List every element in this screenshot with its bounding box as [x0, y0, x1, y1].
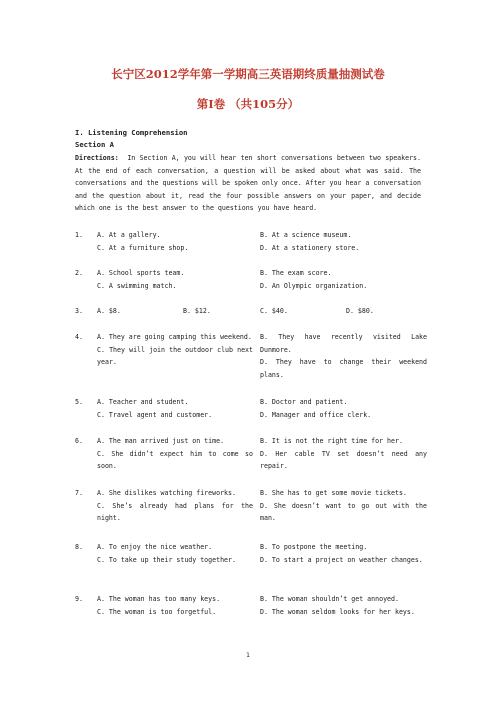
- question-number: 5.: [75, 398, 83, 406]
- directions: [75, 152, 421, 215]
- option-c: C. Travel agent and customer.: [97, 410, 213, 419]
- option-d: D. Her cable TV set doesn’t need any repair.: [260, 449, 427, 471]
- option-b: B. To postpone the meeting.: [260, 543, 368, 551]
- option-a: A. Teacher and student.: [97, 398, 189, 406]
- option-a: A. They are going camping this weekend.: [97, 333, 252, 341]
- option-d: D. An Olympic organization.: [260, 281, 368, 290]
- option-c: C. $40.: [260, 307, 288, 315]
- option-c: C. The woman is too forgetful.: [97, 607, 217, 616]
- option-a: A. The man arrived just on time.: [97, 437, 225, 445]
- question-number: 8.: [75, 543, 83, 551]
- option-a: A. School sports team.: [97, 269, 185, 277]
- option-b: B. The woman shouldn’t get annoyed.: [260, 595, 399, 603]
- question-number: 4.: [75, 333, 83, 341]
- option-d: D. Manager and office clerk.: [260, 410, 372, 419]
- option-a: A. To enjoy the nice weather.: [97, 543, 213, 551]
- option-b: B. She has to get some movie tickets.: [260, 489, 407, 497]
- question-number: 3.: [75, 307, 83, 315]
- section-subheading: Section A: [75, 140, 114, 149]
- option-a: A. She dislikes watching fireworks.: [97, 489, 236, 497]
- option-a: A. The woman has too many keys.: [97, 595, 221, 603]
- option-b: B. They have recently visited Lake Dunmore.: [260, 333, 427, 354]
- option-d: D. She doesn’t want to go out with the man.: [260, 501, 427, 523]
- question-number: 6.: [75, 437, 83, 445]
- option-a: A. At a gallery.: [97, 231, 161, 239]
- option-d: D. The woman seldom looks for her keys.: [260, 607, 415, 616]
- section-heading: I. Listening Comprehension: [75, 128, 188, 137]
- question-number: 9.: [75, 595, 83, 603]
- option-b: B. Doctor and patient.: [260, 398, 348, 406]
- option-c: C. They will join the outdoor club next year.: [97, 345, 253, 367]
- option-b: B. $12.: [183, 307, 211, 315]
- page-number: 1: [246, 652, 250, 659]
- option-d: D. To start a project on weather changes.: [260, 555, 423, 564]
- option-c: C. At a furniture shop.: [97, 243, 189, 252]
- question-number: 2.: [75, 269, 83, 277]
- option-c: C. To take up their study together.: [97, 555, 236, 564]
- part-title: 第I卷 （共105分）: [196, 97, 300, 111]
- option-c: C. She didn’t expect him to come so soon.: [97, 449, 253, 471]
- question-number: 7.: [75, 489, 83, 497]
- option-b: B. It is not the right time for her.: [260, 437, 403, 445]
- option-c: C. She’s already had plans for the night.: [97, 501, 253, 523]
- option-d: D. They have to change their weekend plans.: [260, 358, 427, 379]
- option-a: A. $8.: [97, 307, 121, 315]
- option-c: C. A swimming match.: [97, 281, 177, 290]
- option-b: B. The exam score.: [260, 269, 332, 277]
- option-b: B. At a science museum.: [260, 231, 352, 239]
- option-d: D. At a stationery store.: [260, 243, 360, 252]
- question-number: 1.: [75, 231, 83, 239]
- option-d: D. $80.: [346, 307, 374, 315]
- directions-label: Directions:: [75, 154, 119, 162]
- exam-title: 长宁区2012学年第一学期高三英语期终质量抽测试卷: [111, 67, 385, 81]
- directions-text: In Section A, you will hear ten short conversations between two speakers. At the end of each conversation, a question will be asked about what was said. The conversations and the questions will be spoken only once. After you hear a conversation and the question about it, read the four possible answers on your paper, and decide which one is the best answer to the questions you have heard.: [75, 154, 421, 213]
